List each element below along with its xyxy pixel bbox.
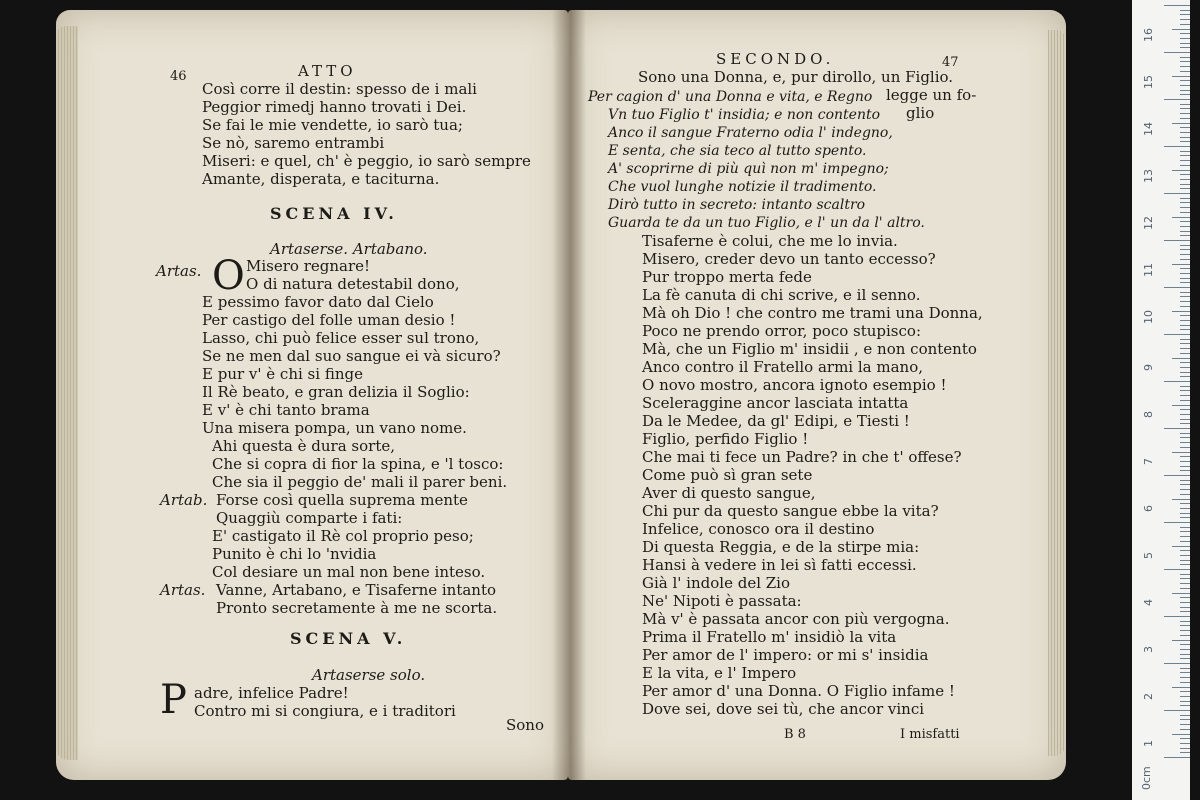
ruler-tick — [1180, 409, 1190, 410]
text-line: Misero, creder devo un tanto eccesso? — [642, 250, 936, 268]
ruler-tick — [1180, 489, 1190, 490]
ruler-tick — [1180, 320, 1190, 321]
ruler-tick — [1180, 254, 1190, 255]
text-line: Infelice, conosco ora il destino — [642, 520, 875, 538]
ruler-tick — [1164, 569, 1190, 570]
ruler-tick — [1180, 235, 1190, 236]
ruler-tick — [1180, 456, 1190, 457]
ruler-tick — [1180, 127, 1190, 128]
speaker-label: Artab. — [160, 491, 208, 509]
text-line: Per amor de l' impero: or mi s' insidia — [642, 646, 929, 664]
text-line: E pur v' è chi si finge — [202, 365, 363, 383]
ruler-tick — [1180, 470, 1190, 471]
ruler-number: 14 — [1142, 122, 1155, 136]
ruler-tick — [1180, 578, 1190, 579]
ruler-tick — [1180, 325, 1190, 326]
stage-direction: glio — [906, 104, 935, 122]
ruler-tick — [1180, 442, 1190, 443]
ruler-tick — [1180, 104, 1190, 105]
ruler-tick — [1180, 588, 1190, 589]
text-line: Misero regnare! — [246, 257, 371, 275]
text-line: Lasso, chi può felice esser sul trono, — [202, 329, 480, 347]
ruler-tick — [1180, 635, 1190, 636]
ruler-tick — [1180, 564, 1190, 565]
text-line: Contro mi si congiura, e i traditori — [194, 702, 456, 720]
ruler-tick — [1180, 353, 1190, 354]
ruler-tick — [1180, 390, 1190, 391]
ruler-tick — [1180, 503, 1190, 504]
text-line: E senta, che sia teco al tutto spento. — [608, 143, 867, 159]
ruler-tick — [1180, 47, 1190, 48]
measuring-ruler — [1132, 0, 1190, 800]
catchword: I misfatti — [900, 727, 960, 742]
ruler-tick — [1180, 278, 1190, 279]
ruler-tick — [1180, 71, 1190, 72]
text-line: O di natura detestabil dono, — [246, 275, 460, 293]
text-line: Figlio, perfido Figlio ! — [642, 430, 809, 448]
ruler-number: 5 — [1142, 552, 1155, 559]
ruler-tick — [1172, 593, 1190, 594]
ruler-tick — [1180, 315, 1190, 316]
ruler-tick — [1164, 52, 1190, 53]
ruler-tick — [1172, 640, 1190, 641]
text-line: E pessimo favor dato dal Cielo — [202, 293, 434, 311]
signature-mark: B 8 — [784, 727, 806, 742]
ruler-tick — [1180, 66, 1190, 67]
ruler-tick — [1180, 132, 1190, 133]
ruler-tick — [1180, 649, 1190, 650]
ruler-tick — [1180, 743, 1190, 744]
ruler-tick — [1180, 419, 1190, 420]
ruler-tick — [1180, 292, 1190, 293]
scene-heading: SCENA IV. — [270, 204, 398, 223]
text-line: Che vuol lunghe notizie il tradimento. — [608, 179, 877, 195]
ruler-tick — [1172, 687, 1190, 688]
ruler-tick — [1180, 19, 1190, 20]
ruler-tick — [1180, 437, 1190, 438]
text-line: E' castigato il Rè col proprio peso; — [212, 527, 474, 545]
ruler-tick — [1172, 452, 1190, 453]
ruler-tick — [1180, 80, 1190, 81]
ruler-tick — [1164, 240, 1190, 241]
text-line: Anco il sangue Fraterno odia l' indegno, — [608, 125, 893, 141]
ruler-number: 4 — [1142, 599, 1155, 606]
ruler-tick — [1180, 188, 1190, 189]
ruler-tick — [1180, 630, 1190, 631]
ruler-tick — [1172, 29, 1190, 30]
text-line: Miseri: e quel, ch' è peggio, io sarò sempre — [202, 152, 531, 170]
ruler-tick — [1164, 475, 1190, 476]
text-line: Il Rè beato, e gran delizia il Soglio: — [202, 383, 470, 401]
text-line: Come può sì gran sete — [642, 466, 813, 484]
text-line: O novo mostro, ancora ignoto esempio ! — [642, 376, 947, 394]
ruler-tick — [1180, 249, 1190, 250]
text-line: Così corre il destin: spesso de i mali — [202, 80, 477, 98]
ruler-tick — [1172, 405, 1190, 406]
ruler-tick — [1180, 527, 1190, 528]
text-line: Peggior rimedj hanno trovati i Dei. — [202, 98, 467, 116]
text-line: adre, infelice Padre! — [194, 684, 349, 702]
ruler-number: 16 — [1142, 28, 1155, 42]
text-line: Per amor d' una Donna. O Figlio infame ! — [642, 682, 955, 700]
ruler-tick — [1180, 531, 1190, 532]
open-book — [56, 10, 1066, 780]
ruler-tick — [1172, 734, 1190, 735]
ruler-tick — [1180, 33, 1190, 34]
text-line: Sceleraggine ancor lasciata intatta — [642, 394, 909, 412]
text-line: Sono una Donna, e, pur dirollo, un Figlio. — [638, 68, 954, 86]
text-line: Dove sei, dove sei tù, che ancor vinci — [642, 700, 925, 718]
text-line: Se ne men dal suo sangue ei và sicuro? — [202, 347, 501, 365]
ruler-tick — [1180, 484, 1190, 485]
text-line: Che si copra di fior la spina, e 'l tosco: — [212, 455, 504, 473]
right-page-number: 47 — [942, 55, 959, 70]
text-line: Hansi à vedere in lei sì fatti eccessi. — [642, 556, 917, 574]
ruler-number: 2 — [1142, 693, 1155, 700]
text-line: Quaggiù comparte i fati: — [216, 509, 403, 527]
ruler-number: 8 — [1142, 411, 1155, 418]
ruler-tick — [1180, 513, 1190, 514]
ruler-tick — [1164, 193, 1190, 194]
scene-characters: Artaserse solo. — [312, 666, 426, 684]
ruler-number: 9 — [1142, 364, 1155, 371]
ruler-tick — [1180, 621, 1190, 622]
ruler-tick — [1180, 541, 1190, 542]
ruler-tick — [1180, 724, 1190, 725]
book-gutter — [552, 10, 586, 780]
ruler-tick — [1180, 226, 1190, 227]
ruler-tick — [1180, 245, 1190, 246]
ruler-tick — [1180, 231, 1190, 232]
ruler-tick — [1180, 343, 1190, 344]
ruler-tick — [1180, 179, 1190, 180]
ruler-tick — [1180, 85, 1190, 86]
text-line: Amante, disperata, e taciturna. — [202, 170, 440, 188]
text-line: Vn tuo Figlio t' insidia; e non contento — [608, 107, 881, 123]
ruler-tick — [1172, 546, 1190, 547]
ruler-number: 6 — [1142, 505, 1155, 512]
ruler-tick — [1180, 536, 1190, 537]
ruler-tick — [1180, 43, 1190, 44]
ruler-number: 12 — [1142, 216, 1155, 230]
ruler-tick — [1180, 207, 1190, 208]
ruler-tick — [1180, 137, 1190, 138]
left-page-edges — [56, 26, 78, 760]
ruler-tick — [1180, 696, 1190, 697]
ruler-tick — [1180, 625, 1190, 626]
ruler-tick — [1180, 583, 1190, 584]
ruler-tick — [1180, 494, 1190, 495]
ruler-tick — [1180, 118, 1190, 119]
drop-cap: P — [160, 677, 187, 723]
ruler-tick — [1172, 123, 1190, 124]
ruler-number: 1 — [1142, 740, 1155, 747]
ruler-number: 11 — [1142, 263, 1155, 277]
ruler-tick — [1180, 165, 1190, 166]
ruler-tick — [1180, 202, 1190, 203]
ruler-tick — [1164, 710, 1190, 711]
ruler-tick — [1180, 705, 1190, 706]
ruler-tick — [1180, 57, 1190, 58]
ruler-tick — [1180, 602, 1190, 603]
right-running-head: SECONDO. — [716, 50, 835, 68]
ruler-tick — [1180, 682, 1190, 683]
ruler-number: 3 — [1142, 646, 1155, 653]
ruler-unit-label: 0cm — [1140, 766, 1153, 790]
left-page-number: 46 — [170, 69, 187, 84]
text-line: Per cagion d' una Donna e vita, e Regno — [588, 89, 873, 105]
text-line: Una misera pompa, un vano nome. — [202, 419, 467, 437]
ruler-tick — [1172, 311, 1190, 312]
ruler-tick — [1180, 108, 1190, 109]
ruler-tick — [1180, 644, 1190, 645]
text-line: Ahi questa è dura sorte, — [212, 437, 395, 455]
drop-cap: O — [212, 253, 245, 299]
text-line: La fè canuta di chi scrive, e il senno. — [642, 286, 921, 304]
text-line: Punito è chi lo 'nvidia — [212, 545, 377, 563]
text-line: Mà, che un Figlio m' insidii , e non contento — [642, 340, 977, 358]
ruler-tick — [1180, 24, 1190, 25]
ruler-tick — [1180, 174, 1190, 175]
ruler-tick — [1180, 729, 1190, 730]
ruler-tick — [1180, 752, 1190, 753]
ruler-tick — [1180, 466, 1190, 467]
ruler-number: 10 — [1142, 310, 1155, 324]
ruler-tick — [1164, 616, 1190, 617]
ruler-tick — [1180, 367, 1190, 368]
ruler-tick — [1180, 508, 1190, 509]
stage-direction: legge un fo- — [886, 86, 977, 104]
ruler-tick — [1180, 395, 1190, 396]
text-line: Per castigo del folle uman desio ! — [202, 311, 456, 329]
ruler-tick — [1180, 560, 1190, 561]
text-line: E v' è chi tanto brama — [202, 401, 370, 419]
ruler-tick — [1180, 654, 1190, 655]
ruler-tick — [1180, 296, 1190, 297]
ruler-tick — [1164, 146, 1190, 147]
ruler-tick — [1180, 597, 1190, 598]
text-line: Aver di questo sangue, — [642, 484, 816, 502]
ruler-tick — [1164, 757, 1190, 758]
ruler-tick — [1180, 447, 1190, 448]
text-line: Ne' Nipoti è passata: — [642, 592, 802, 610]
ruler-tick — [1180, 719, 1190, 720]
ruler-tick — [1180, 301, 1190, 302]
ruler-tick — [1180, 339, 1190, 340]
ruler-tick — [1180, 701, 1190, 702]
ruler-tick — [1180, 268, 1190, 269]
ruler-tick — [1180, 329, 1190, 330]
ruler-tick — [1180, 574, 1190, 575]
left-page — [56, 10, 568, 780]
ruler-tick — [1172, 358, 1190, 359]
ruler-tick — [1164, 5, 1190, 6]
ruler-tick — [1180, 14, 1190, 15]
text-line: A' scoprirne di più quì non m' impegno; — [608, 161, 889, 177]
speaker-label: Artas. — [156, 262, 202, 280]
text-line: Dirò tutto in secreto: intanto scaltro — [608, 197, 866, 213]
ruler-tick — [1164, 334, 1190, 335]
ruler-tick — [1180, 155, 1190, 156]
right-page — [568, 10, 1066, 780]
ruler-tick — [1180, 212, 1190, 213]
left-running-head: ATTO — [298, 62, 357, 80]
ruler-tick — [1164, 663, 1190, 664]
text-line: Anco contro il Fratello armi la mano, — [642, 358, 924, 376]
ruler-tick — [1180, 362, 1190, 363]
ruler-tick — [1180, 386, 1190, 387]
scene-characters: Artaserse. Artabano. — [270, 240, 428, 258]
ruler-tick — [1180, 715, 1190, 716]
ruler-tick — [1164, 522, 1190, 523]
ruler-tick — [1164, 287, 1190, 288]
ruler-tick — [1180, 113, 1190, 114]
speaker-label: Artas. — [160, 581, 206, 599]
ruler-tick — [1180, 555, 1190, 556]
ruler-number: 13 — [1142, 169, 1155, 183]
ruler-tick — [1180, 677, 1190, 678]
text-line: Se nò, saremo entrambi — [202, 134, 385, 152]
catchword: Sono — [506, 716, 544, 734]
ruler-tick — [1180, 461, 1190, 462]
text-line: Da le Medee, da gl' Edipi, e Tiesti ! — [642, 412, 910, 430]
text-line: Guarda te da un tuo Figlio, e l' un da l' altro. — [608, 215, 925, 231]
ruler-tick — [1180, 160, 1190, 161]
ruler-tick — [1180, 221, 1190, 222]
ruler-tick — [1180, 550, 1190, 551]
ruler-tick — [1180, 658, 1190, 659]
ruler-tick — [1180, 61, 1190, 62]
ruler-tick — [1180, 414, 1190, 415]
text-line: Forse così quella suprema mente — [216, 491, 468, 509]
ruler-tick — [1172, 76, 1190, 77]
ruler-number: 15 — [1142, 75, 1155, 89]
text-line: Vanne, Artabano, e Tisaferne intanto — [216, 581, 497, 599]
ruler-tick — [1172, 170, 1190, 171]
text-line: Che sia il peggio de' mali il parer beni. — [212, 473, 508, 491]
ruler-tick — [1180, 94, 1190, 95]
ruler-tick — [1180, 198, 1190, 199]
ruler-tick — [1180, 376, 1190, 377]
ruler-tick — [1180, 151, 1190, 152]
ruler-tick — [1180, 748, 1190, 749]
ruler-tick — [1180, 306, 1190, 307]
ruler-tick — [1164, 381, 1190, 382]
text-line: Pronto secretamente à me ne scorta. — [216, 599, 498, 617]
ruler-tick — [1180, 433, 1190, 434]
ruler-tick — [1164, 428, 1190, 429]
ruler-tick — [1172, 499, 1190, 500]
text-line: Col desiare un mal non bene inteso. — [212, 563, 486, 581]
text-line: Se fai le mie vendette, io sarò tua; — [202, 116, 463, 134]
ruler-tick — [1172, 264, 1190, 265]
text-line: Poco ne prendo orror, poco stupisco: — [642, 322, 921, 340]
ruler-tick — [1180, 668, 1190, 669]
ruler-tick — [1180, 184, 1190, 185]
text-line: Di questa Reggia, e de la stirpe mia: — [642, 538, 920, 556]
text-line: Già l' indole del Zio — [642, 574, 791, 592]
text-line: E la vita, e l' Impero — [642, 664, 797, 682]
ruler-tick — [1180, 273, 1190, 274]
ruler-number: 7 — [1142, 458, 1155, 465]
ruler-tick — [1172, 217, 1190, 218]
ruler-tick — [1180, 517, 1190, 518]
ruler-tick — [1180, 348, 1190, 349]
ruler-tick — [1180, 672, 1190, 673]
ruler-tick — [1164, 99, 1190, 100]
text-line: Tisaferne è colui, che me lo invia. — [642, 232, 898, 250]
ruler-tick — [1180, 259, 1190, 260]
ruler-tick — [1180, 10, 1190, 11]
text-line: Pur troppo merta fede — [642, 268, 812, 286]
ruler-tick — [1180, 400, 1190, 401]
right-page-edges — [1048, 30, 1066, 756]
ruler-tick — [1180, 90, 1190, 91]
ruler-tick — [1180, 372, 1190, 373]
ruler-tick — [1180, 607, 1190, 608]
text-line: Prima il Fratello m' insidiò la vita — [642, 628, 897, 646]
ruler-tick — [1180, 141, 1190, 142]
ruler-tick — [1180, 738, 1190, 739]
ruler-tick — [1180, 282, 1190, 283]
ruler-tick — [1180, 423, 1190, 424]
ruler-tick — [1180, 691, 1190, 692]
ruler-tick — [1180, 611, 1190, 612]
text-line: Mà oh Dio ! che contro me trami una Donna, — [642, 304, 983, 322]
text-line: Mà v' è passata ancor con più vergogna. — [642, 610, 950, 628]
ruler-tick — [1180, 480, 1190, 481]
scene-heading: SCENA V. — [290, 629, 407, 648]
text-line: Che mai ti fece un Padre? in che t' offese? — [642, 448, 962, 466]
text-line: Chi pur da questo sangue ebbe la vita? — [642, 502, 939, 520]
ruler-tick — [1180, 38, 1190, 39]
